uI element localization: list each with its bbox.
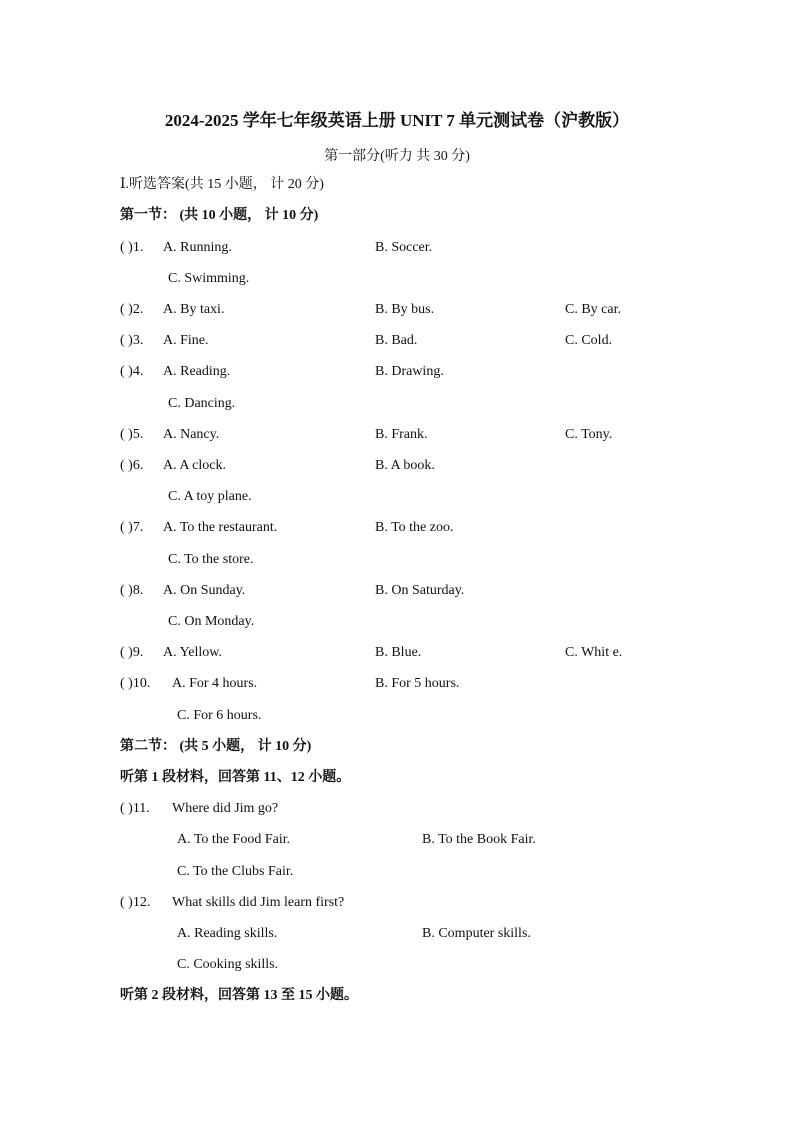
- question-2-number: ( )2.: [120, 302, 144, 317]
- question-10-number: ( )10.: [120, 676, 151, 691]
- question-8-option-b: B. On Saturday.: [375, 583, 465, 598]
- subsection-1-title: 第一节： (共 10 小题， 计 10 分): [120, 208, 319, 223]
- question-12-option-a: A. Reading skills.: [177, 926, 278, 941]
- question-7-option-b: B. To the zoo.: [375, 520, 454, 535]
- passage-2-intro: 听第 2 段材料，回答第 13 至 15 小题。: [120, 988, 358, 1003]
- question-2-option-c: C. By car.: [565, 302, 621, 317]
- question-6-option-b: B. A book.: [375, 458, 435, 473]
- question-9-number: ( )9.: [120, 645, 144, 660]
- question-11-option-c: C. To the Clubs Fair.: [177, 864, 294, 879]
- question-9-option-a: A. Yellow.: [163, 645, 222, 660]
- question-5-option-c: C. Tony.: [565, 427, 613, 442]
- question-1-number: ( )1.: [120, 240, 144, 255]
- question-4-option-b: B. Drawing.: [375, 364, 444, 379]
- question-11-option-a: A. To the Food Fair.: [177, 832, 291, 847]
- question-7-option-c: C. To the store.: [168, 552, 254, 567]
- question-1-option-b: B. Soccer.: [375, 240, 433, 255]
- question-1-option-a: A. Running.: [163, 240, 232, 255]
- section-title: Ⅰ.听选答案(共 15 小题， 计 20 分): [120, 177, 324, 192]
- question-8-option-c: C. On Monday.: [168, 614, 255, 629]
- question-10-option-b: B. For 5 hours.: [375, 676, 460, 691]
- question-11-number: ( )11.: [120, 801, 150, 816]
- question-2-option-b: B. By bus.: [375, 302, 435, 317]
- question-3-option-a: A. Fine.: [163, 333, 209, 348]
- question-12-stem: What skills did Jim learn first?: [172, 895, 345, 910]
- question-8-option-a: A. On Sunday.: [163, 583, 246, 598]
- question-5-option-b: B. Frank.: [375, 427, 428, 442]
- question-12-option-c: C. Cooking skills.: [177, 957, 279, 972]
- question-4-number: ( )4.: [120, 364, 144, 379]
- question-3-option-c: C. Cold.: [565, 333, 613, 348]
- question-4-option-a: A. Reading.: [163, 364, 231, 379]
- question-10-option-a: A. For 4 hours.: [172, 676, 258, 691]
- document-title: 2024-2025 学年七年级英语上册 UNIT 7 单元测试卷（沪教版）: [164, 111, 630, 130]
- subsection-2-title: 第二节： (共 5 小题， 计 10 分): [120, 739, 312, 754]
- question-5-option-a: A. Nancy.: [163, 427, 220, 442]
- question-1-option-c: C. Swimming.: [168, 271, 250, 286]
- question-3-number: ( )3.: [120, 333, 144, 348]
- passage-1-intro: 听第 1 段材料，回答第 11、12 小题。: [120, 770, 351, 785]
- question-9-option-b: B. Blue.: [375, 645, 422, 660]
- question-6-number: ( )6.: [120, 458, 144, 473]
- question-11-stem: Where did Jim go?: [172, 801, 279, 816]
- question-6-option-c: C. A toy plane.: [168, 489, 252, 504]
- question-3-option-b: B. Bad.: [375, 333, 418, 348]
- question-6-option-a: A. A clock.: [163, 458, 226, 473]
- question-7-number: ( )7.: [120, 520, 144, 535]
- question-9-option-c: C. Whit e.: [565, 645, 623, 660]
- question-8-number: ( )8.: [120, 583, 144, 598]
- question-2-option-a: A. By taxi.: [163, 302, 225, 317]
- question-12-number: ( )12.: [120, 895, 151, 910]
- question-12-option-b: B. Computer skills.: [422, 926, 531, 941]
- question-11-option-b: B. To the Book Fair.: [422, 832, 536, 847]
- question-10-option-c: C. For 6 hours.: [177, 708, 262, 723]
- question-7-option-a: A. To the restaurant.: [163, 520, 278, 535]
- part-title: 第一部分(听力 共 30 分): [324, 149, 470, 164]
- question-5-number: ( )5.: [120, 427, 144, 442]
- question-4-option-c: C. Dancing.: [168, 396, 236, 411]
